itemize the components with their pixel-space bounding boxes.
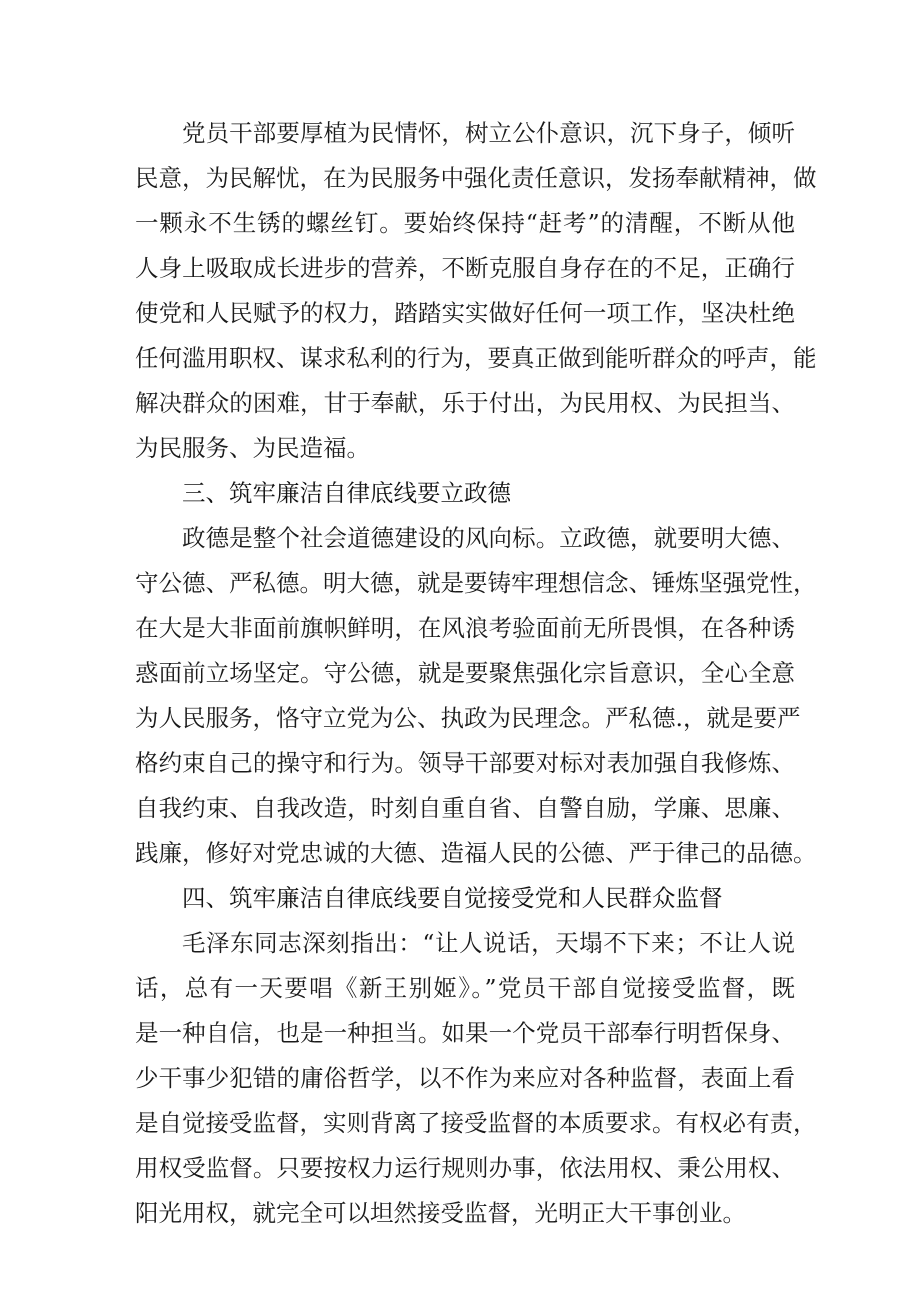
text-line: 解决群众的困难，甘于奉献，乐于付出，为民用权、为民担当、 (135, 389, 795, 417)
text-line: 为民服务、为民造福。 (135, 434, 370, 462)
text-line: 是自觉接受监督，实则背离了接受监督的本质要求。有权必有责， (135, 1109, 817, 1137)
text-line: 为人民服务，恪守立党为公、执政为民理念。严私德.，就是要严 (135, 704, 801, 732)
text-line: 用权受监督。只要按权力运行规则办事，依法用权、秉公用权、 (135, 1154, 795, 1182)
text-line: 践廉，修好对党忠诚的大德、造福人民的公德、严于律己的品德。 (135, 839, 817, 867)
text-line: 守公德、严私德。明大德，就是要铸牢理想信念、锤炼坚强党性， (135, 569, 817, 597)
paragraph-supervision (135, 921, 817, 1236)
paragraph-political-ethics (135, 516, 817, 876)
text-line: 民意，为民解忧，在为民服务中强化责任意识，发扬奉献精神，做 (135, 164, 817, 192)
document-body (135, 111, 817, 1236)
text-line: 是一种自信，也是一种担当。如果一个党员干部奉行明哲保身、 (135, 1019, 795, 1047)
paragraph-public-service (135, 111, 817, 471)
text-line: 话，总有一天要唱《新王别姬》。”党员干部自觉接受监督，既 (135, 974, 795, 1002)
text-line: 毛泽东同志深刻指出：“让人说话，天塌不下来；不让人说 (182, 929, 795, 957)
text-line: 惑面前立场坚定。守公德，就是要聚焦强化宗旨意识，全心全意 (135, 659, 795, 687)
text-line: 使党和人民赋予的权力，踏踏实实做好任何一项工作，坚决杜绝 (135, 299, 795, 327)
section-heading-political-ethics: 三、筑牢廉洁自律底线要立政德 (182, 479, 511, 507)
text-line: 人身上吸取成长进步的营养，不断克服自身存在的不足，正确行 (135, 254, 795, 282)
section-heading-supervision: 四、筑牢廉洁自律底线要自觉接受党和人民群众监督 (182, 884, 723, 912)
text-line: 一颗永不生锈的螺丝钉。要始终保持“赶考”的清醒，不断从他 (135, 209, 795, 237)
text-line: 党员干部要厚植为民情怀，树立公仆意识，沉下身子，倾听 (182, 119, 795, 147)
text-line: 政德是整个社会道德建设的风向标。立政德，就要明大德、 (182, 524, 795, 552)
text-line: 自我约束、自我改造，时刻自重自省、自警自励，学廉、思廉、 (135, 794, 795, 822)
text-line: 格约束自己的操守和行为。领导干部要对标对表加强自我修炼、 (135, 749, 795, 777)
text-line: 少干事少犯错的庸俗哲学，以不作为来应对各种监督，表面上看 (135, 1064, 795, 1092)
text-line: 阳光用权，就完全可以坦然接受监督，光明正大干事创业。 (135, 1199, 746, 1227)
text-line: 在大是大非面前旗帜鲜明，在风浪考验面前无所畏惧，在各种诱 (135, 614, 795, 642)
text-line: 任何滥用职权、谋求私利的行为，要真正做到能听群众的呼声，能 (135, 344, 817, 372)
